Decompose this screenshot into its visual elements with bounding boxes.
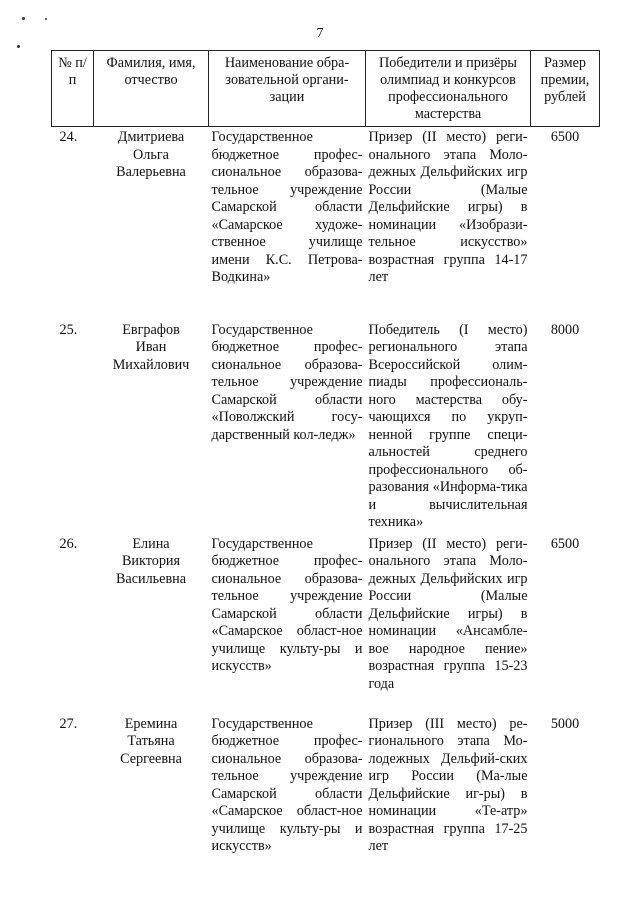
organization: Государственное бюджетное профес-сиональное образова-тельное учреждение Самарской области «Самарское област-ное училище культу-ры и искусств» [211,535,363,674]
achievement: Призер (III место) ре-гионального этапа Мо-лодежных Дельфий-ских игр России (Ма-лые Дельфийские иг-ры) в номинации «Те-атр» возрастная группа 17-25 лет [368,715,528,854]
award-amount: 5000 [550,715,580,732]
scan-speck [22,17,25,20]
table-row [52,322,600,536]
surname: Еремина [124,715,178,732]
row-number: 25. [59,321,78,338]
first-name: Татьяна [127,733,175,749]
header-number: № п/п [52,51,94,127]
table-row [52,127,600,322]
patronymic: Валерьевна [116,164,186,180]
first-name: Ольга [133,146,169,163]
page-number: 7 [316,26,324,41]
header-achievement: Победители и призёры олимпиад и конкурсов профессионального мастерства [366,51,531,127]
person-name [94,536,209,716]
scan-speck [17,45,20,48]
surname: Дмитриева [117,129,185,145]
award-amount: 6500 [550,535,580,552]
table-header-row [52,51,600,127]
awards-table [51,50,600,911]
patronymic: Сергеевна [120,750,182,767]
row-number: 26. [59,535,78,552]
header-name: Фамилия, имя, отчество [94,51,209,127]
first-name: Иван [135,339,167,355]
achievement: Победитель (I место) регионального этапа Всероссийской олим-пиады профессиональ-ного мастерства обу-чающихся по укруп-ненной группе специ-альностей среднего профессионального об-разования «Информа-тика и вычислительная техника» [368,321,528,530]
person-name [94,127,209,322]
header-amount: Размер премии, рублей [531,51,600,127]
person-name [94,716,209,911]
organization: Государственное бюджетное профес-сиональное образова-тельное учреждение Самарской области «Поволжский госу-дарственный кол-ледж» [211,321,363,443]
table-row [52,716,600,911]
achievement: Призер (II место) реги-онального этапа Моло-дежных Дельфийских игр России (Малые Дельфийские игры) в номинации «Изобрази-тельное искусство» возрастная группа 14-17 лет [368,129,528,285]
patronymic: Васильевна [115,570,187,587]
surname: Елина [132,535,170,552]
surname: Евграфов [122,321,180,338]
row-number: 24. [59,129,78,145]
table-row [52,536,600,716]
person-name [94,322,209,536]
scan-speck [45,18,47,20]
organization: Государственное бюджетное профес-сиональное образова-тельное учреждение Самарской области «Самарское художе-ственное училище имени К.С. Петрова-Водкина» [211,129,363,285]
row-number: 27. [59,715,78,732]
organization: Государственное бюджетное профес-сиональное образова-тельное учреждение Самарской области «Самарское област-ное училище культу-ры и искусств» [211,715,363,854]
first-name: Виктория [121,553,181,569]
achievement: Призер (II место) реги-онального этапа Моло-дежных Дельфийских игр России (Малые Дельфийские игры) в номинации «Ансамбле-вое народное пение» возрастная группа 15-23 года [368,535,528,692]
header-organization: Наименование обра-зовательной органи-зации [209,51,366,127]
award-amount: 6500 [550,129,580,145]
award-amount: 8000 [550,321,580,338]
patronymic: Михайлович [112,356,190,373]
